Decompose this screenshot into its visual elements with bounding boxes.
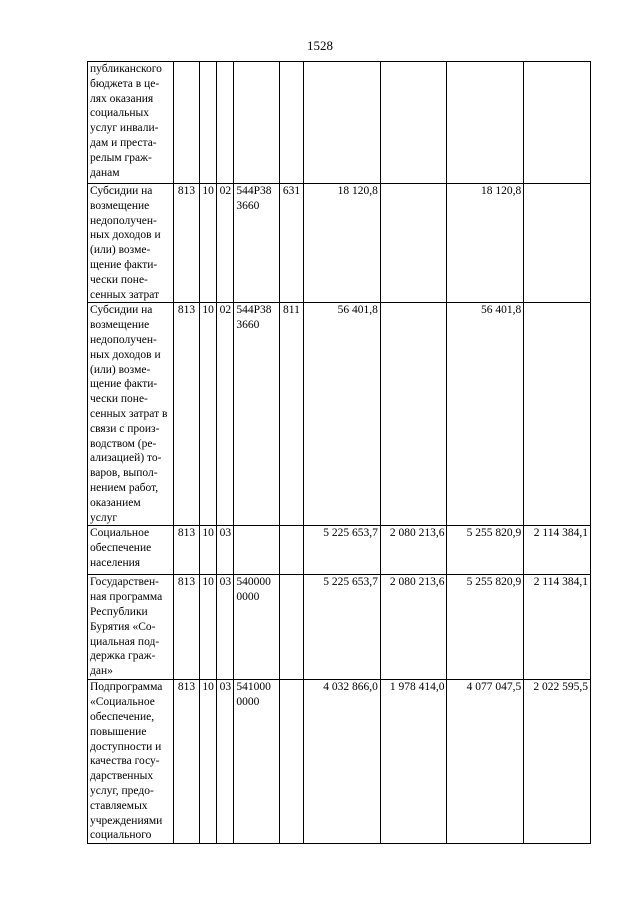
cell-sum1: 56 401,8 xyxy=(304,303,381,526)
cell-pr: 02 xyxy=(217,184,234,303)
cell-sum1: 18 120,8 xyxy=(304,184,381,303)
cell-gr: 813 xyxy=(173,526,199,575)
cell-pr: 03 xyxy=(217,680,234,844)
cell-sum2: 56 401,8 xyxy=(447,303,524,526)
cell-sum1-fed: 2 080 213,6 xyxy=(380,526,447,575)
cell-sum2: 5 255 820,9 xyxy=(447,575,524,680)
table-row xyxy=(88,526,591,575)
row-name: Субсидии на возмещение недополучен- ных доходов и (или) возме- щение факти- чески поне- сенных затрат в связи с произ- водством (ре- ализацией) то- варов, выпол- нением работ, оказанием услуг xyxy=(88,303,174,526)
table-row xyxy=(88,575,591,680)
cell-vr xyxy=(279,680,303,844)
cell-gr: 813 xyxy=(173,680,199,844)
cell-sum1: 4 032 866,0 xyxy=(304,680,381,844)
cell-sum2 xyxy=(447,62,524,184)
row-name: Социальное обеспечение населения xyxy=(88,526,174,575)
row-name: Субсидии на возмещение недополучен- ных доходов и (или) возме- щение факти- чески поне- сенных затрат xyxy=(88,184,174,303)
table-row xyxy=(88,303,591,526)
row-name: Государствен- ная программа Республики Бурятия «Со- циальная под- держка граж- дан» xyxy=(88,575,174,680)
cell-rz: 10 xyxy=(200,575,217,680)
cell-rz: 10 xyxy=(200,526,217,575)
cell-gr: 813 xyxy=(173,184,199,303)
cell-sum1-fed xyxy=(380,62,447,184)
cell-vr: 631 xyxy=(279,184,303,303)
cell-csr: 540000 0000 xyxy=(234,575,279,680)
table-row xyxy=(88,62,591,184)
cell-sum1-fed xyxy=(380,184,447,303)
cell-vr: 811 xyxy=(279,303,303,526)
cell-sum1: 5 225 653,7 xyxy=(304,526,381,575)
cell-gr: 813 xyxy=(173,303,199,526)
cell-sum2: 4 077 047,5 xyxy=(447,680,524,844)
table-body xyxy=(88,62,591,844)
cell-sum2-fed xyxy=(524,62,591,184)
cell-gr xyxy=(173,62,199,184)
row-name: публиканского бюджета в це- лях оказания социальных услуг инвали- дам и преста- релым граж- данам xyxy=(88,62,174,184)
cell-sum2-fed xyxy=(524,303,591,526)
cell-sum2: 18 120,8 xyxy=(447,184,524,303)
cell-csr: 541000 0000 xyxy=(234,680,279,844)
cell-sum2-fed: 2 114 384,1 xyxy=(524,526,591,575)
cell-vr xyxy=(279,575,303,680)
cell-rz: 10 xyxy=(200,303,217,526)
cell-csr: 544P38 3660 xyxy=(234,184,279,303)
cell-pr xyxy=(217,62,234,184)
cell-pr: 03 xyxy=(217,575,234,680)
cell-sum1-fed: 2 080 213,6 xyxy=(380,575,447,680)
cell-csr xyxy=(234,526,279,575)
cell-pr: 03 xyxy=(217,526,234,575)
cell-sum1-fed xyxy=(380,303,447,526)
cell-sum2-fed: 2 022 595,5 xyxy=(524,680,591,844)
cell-vr xyxy=(279,526,303,575)
cell-gr: 813 xyxy=(173,575,199,680)
cell-vr xyxy=(279,62,303,184)
page-number: 1528 xyxy=(307,38,333,53)
cell-sum2-fed: 2 114 384,1 xyxy=(524,575,591,680)
cell-sum2: 5 255 820,9 xyxy=(447,526,524,575)
table-row xyxy=(88,680,591,844)
cell-sum1 xyxy=(304,62,381,184)
cell-sum1-fed: 1 978 414,0 xyxy=(380,680,447,844)
cell-rz xyxy=(200,62,217,184)
row-name: Подпрограмма «Социальное обеспечение, повышение доступности и качества госу- дарственных услуг, предо- ставляемых учреждениями социального xyxy=(88,680,174,844)
cell-csr: 544P38 3660 xyxy=(234,303,279,526)
cell-sum2-fed xyxy=(524,184,591,303)
cell-rz: 10 xyxy=(200,680,217,844)
cell-pr: 02 xyxy=(217,303,234,526)
budget-table xyxy=(87,61,591,844)
table-row xyxy=(88,184,591,303)
cell-rz: 10 xyxy=(200,184,217,303)
cell-sum1: 5 225 653,7 xyxy=(304,575,381,680)
cell-csr xyxy=(234,62,279,184)
